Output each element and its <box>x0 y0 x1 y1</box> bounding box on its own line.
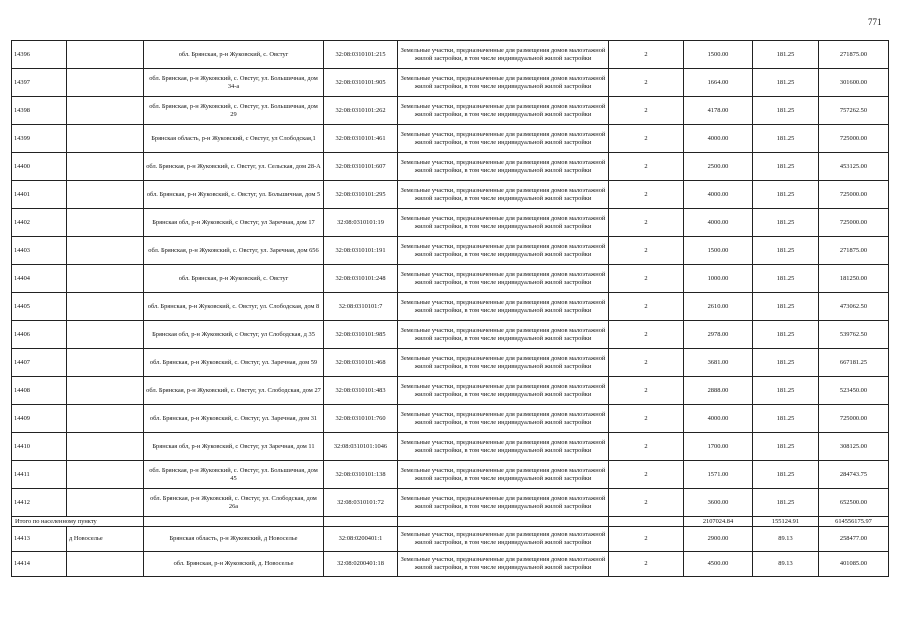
cadastral-number-cell: 32:08:0310101:760 <box>324 405 398 433</box>
table-row <box>12 69 889 97</box>
address-cell: обл. Брянская, р-н Жуковский, с. Овстуг, ул. Большичная, дом 29 <box>144 97 324 125</box>
cadastral-value-cell: 401085.00 <box>819 552 889 577</box>
cadastral-value-cell: 652500.00 <box>819 489 889 517</box>
land-use-cell: Земельные участки, предназначенные для размещения домов малоэтажной жилой застройки, в том числе индивидуальной жилой застройки <box>398 41 609 69</box>
row-number: 14413 <box>12 527 67 552</box>
address-cell: обл. Брянская, р-н Жуковский, с. Овстуг, ул. Заречная, дом 59 <box>144 349 324 377</box>
row-number: 14403 <box>12 237 67 265</box>
rate-cell: 181.25 <box>753 405 819 433</box>
cadastral-value-cell: 258477.00 <box>819 527 889 552</box>
category-code-cell: 2 <box>609 293 684 321</box>
cadastral-value-cell: 301600.00 <box>819 69 889 97</box>
rate-cell: 181.25 <box>753 41 819 69</box>
area-cell: 1500.00 <box>684 237 753 265</box>
address-cell: обл. Брянская, р-н Жуковский, с. Овстуг, ул. Слободская, дом 8 <box>144 293 324 321</box>
locality-cell <box>67 41 144 69</box>
cadastral-number-cell: 32:08:0310101:19 <box>324 209 398 237</box>
area-cell: 4000.00 <box>684 405 753 433</box>
row-number: 14401 <box>12 181 67 209</box>
rate-cell: 181.25 <box>753 321 819 349</box>
summary-value: 614556175.97 <box>819 517 889 527</box>
row-number: 14408 <box>12 377 67 405</box>
cadastral-value-cell: 271875.00 <box>819 237 889 265</box>
summary-row <box>12 517 889 527</box>
rate-cell: 181.25 <box>753 293 819 321</box>
cadastral-number-cell: 32:08:0310101:468 <box>324 349 398 377</box>
table-row <box>12 349 889 377</box>
land-use-cell: Земельные участки, предназначенные для размещения домов малоэтажной жилой застройки, в том числе индивидуальной жилой застройки <box>398 349 609 377</box>
category-code-cell: 2 <box>609 97 684 125</box>
locality-cell <box>67 69 144 97</box>
cadastral-value-cell: 725000.00 <box>819 209 889 237</box>
locality-cell <box>67 125 144 153</box>
address-cell: обл. Брянская, р-н Жуковский, с. Овстуг, ул. Слободская, дом 26а <box>144 489 324 517</box>
category-code-cell: 2 <box>609 125 684 153</box>
rate-cell: 181.25 <box>753 125 819 153</box>
locality-cell <box>67 321 144 349</box>
rate-cell: 89.13 <box>753 552 819 577</box>
land-use-cell: Земельные участки, предназначенные для размещения домов малоэтажной жилой застройки, в том числе индивидуальной жилой застройки <box>398 527 609 552</box>
row-number: 14402 <box>12 209 67 237</box>
cadastral-number-cell: 32:08:0200401:18 <box>324 552 398 577</box>
rate-cell: 181.25 <box>753 69 819 97</box>
area-cell: 2900.00 <box>684 527 753 552</box>
address-cell: обл. Брянская, р-н Жуковский, с. Овстуг, ул. Большичная, дом 5 <box>144 181 324 209</box>
locality-cell <box>67 237 144 265</box>
area-cell: 2978.00 <box>684 321 753 349</box>
category-code-cell: 2 <box>609 433 684 461</box>
category-code-cell: 2 <box>609 377 684 405</box>
rate-cell: 181.25 <box>753 209 819 237</box>
address-cell: обл. Брянская, р-н Жуковский, с. Овстуг <box>144 41 324 69</box>
cadastral-number-cell: 32:08:0200401:1 <box>324 527 398 552</box>
locality-cell <box>67 552 144 577</box>
category-code-cell: 2 <box>609 69 684 97</box>
rate-cell: 89.13 <box>753 527 819 552</box>
table-row <box>12 265 889 293</box>
land-use-cell: Земельные участки, предназначенные для размещения домов малоэтажной жилой застройки, в том числе индивидуальной жилой застройки <box>398 489 609 517</box>
cadastral-value-cell: 523450.00 <box>819 377 889 405</box>
table-row <box>12 433 889 461</box>
row-number: 14411 <box>12 461 67 489</box>
land-use-cell: Земельные участки, предназначенные для размещения домов малоэтажной жилой застройки, в том числе индивидуальной жилой застройки <box>398 153 609 181</box>
row-number: 14399 <box>12 125 67 153</box>
table-row <box>12 41 889 69</box>
cadastral-number-cell: 32:08:0310101:905 <box>324 69 398 97</box>
rate-cell: 181.25 <box>753 377 819 405</box>
cadastral-number-cell: 32:08:0310101:985 <box>324 321 398 349</box>
category-code-cell: 2 <box>609 552 684 577</box>
locality-cell <box>67 433 144 461</box>
category-code-cell: 2 <box>609 153 684 181</box>
category-code-cell: 2 <box>609 461 684 489</box>
row-number: 14400 <box>12 153 67 181</box>
land-use-cell: Земельные участки, предназначенные для размещения домов малоэтажной жилой застройки, в том числе индивидуальной жилой застройки <box>398 461 609 489</box>
cadastral-value-cell: 473062.50 <box>819 293 889 321</box>
cadastral-value-cell: 539762.50 <box>819 321 889 349</box>
table-row <box>12 237 889 265</box>
address-cell: обл. Брянская, р-н Жуковский, д. Новоселье <box>144 552 324 577</box>
empty-cell <box>609 517 684 527</box>
table-row <box>12 552 889 577</box>
land-use-cell: Земельные участки, предназначенные для размещения домов малоэтажной жилой застройки, в том числе индивидуальной жилой застройки <box>398 293 609 321</box>
rate-cell: 181.25 <box>753 181 819 209</box>
locality-cell: д Новоселье <box>67 527 144 552</box>
area-cell: 1571.00 <box>684 461 753 489</box>
table-row <box>12 97 889 125</box>
locality-cell <box>67 293 144 321</box>
cadastral-value-cell: 725000.00 <box>819 405 889 433</box>
locality-cell <box>67 377 144 405</box>
locality-cell <box>67 209 144 237</box>
locality-cell <box>67 405 144 433</box>
address-cell: обл. Брянская, р-н Жуковский, с. Овстуг, ул. Заречная, дом 31 <box>144 405 324 433</box>
locality-cell <box>67 97 144 125</box>
table-row <box>12 489 889 517</box>
category-code-cell: 2 <box>609 405 684 433</box>
locality-cell <box>67 489 144 517</box>
area-cell: 1500.00 <box>684 41 753 69</box>
locality-cell <box>67 181 144 209</box>
table-row <box>12 293 889 321</box>
row-number: 14412 <box>12 489 67 517</box>
locality-cell <box>67 265 144 293</box>
cadastral-number-cell: 32:08:0310101:483 <box>324 377 398 405</box>
address-cell: Брянская обл, р-н Жуковский, с Овстуг, ул Заречная, дом 11 <box>144 433 324 461</box>
area-cell: 2610.00 <box>684 293 753 321</box>
cadastral-value-cell: 757262.50 <box>819 97 889 125</box>
area-cell: 4000.00 <box>684 181 753 209</box>
cadastral-number-cell: 32:08:0310101:138 <box>324 461 398 489</box>
rate-cell: 181.25 <box>753 461 819 489</box>
locality-cell <box>67 349 144 377</box>
row-number: 14398 <box>12 97 67 125</box>
empty-cell <box>398 517 609 527</box>
row-number: 14414 <box>12 552 67 577</box>
cadastral-number-cell: 32:08:0310101:215 <box>324 41 398 69</box>
land-use-cell: Земельные участки, предназначенные для размещения домов малоэтажной жилой застройки, в том числе индивидуальной жилой застройки <box>398 377 609 405</box>
cadastral-value-cell: 308125.00 <box>819 433 889 461</box>
table-row <box>12 153 889 181</box>
cadastral-number-cell: 32:08:0310101:191 <box>324 237 398 265</box>
cadastral-number-cell: 32:08:0310101:72 <box>324 489 398 517</box>
summary-label: Итого по населенному пункту <box>12 517 144 527</box>
empty-cell <box>324 517 398 527</box>
row-number: 14406 <box>12 321 67 349</box>
area-cell: 1700.00 <box>684 433 753 461</box>
land-use-cell: Земельные участки, предназначенные для размещения домов малоэтажной жилой застройки, в том числе индивидуальной жилой застройки <box>398 237 609 265</box>
area-cell: 1664.00 <box>684 69 753 97</box>
address-cell: обл. Брянская, р-н Жуковский, с. Овстуг, ул. Большичная, дом 45 <box>144 461 324 489</box>
rate-cell: 181.25 <box>753 349 819 377</box>
area-cell: 4178.00 <box>684 97 753 125</box>
table-row <box>12 527 889 552</box>
cadastral-value-cell: 667181.25 <box>819 349 889 377</box>
category-code-cell: 2 <box>609 349 684 377</box>
land-use-cell: Земельные участки, предназначенные для размещения домов малоэтажной жилой застройки, в том числе индивидуальной жилой застройки <box>398 265 609 293</box>
category-code-cell: 2 <box>609 41 684 69</box>
rate-cell: 181.25 <box>753 265 819 293</box>
land-use-cell: Земельные участки, предназначенные для размещения домов малоэтажной жилой застройки, в том числе индивидуальной жилой застройки <box>398 405 609 433</box>
rate-cell: 181.25 <box>753 433 819 461</box>
address-cell: Брянская обл, р-н Жуковский, с Овстуг, ул Заречная, дом 17 <box>144 209 324 237</box>
cadastral-number-cell: 32:08:0310101:461 <box>324 125 398 153</box>
cadastral-number-cell: 32:08:0310101:7 <box>324 293 398 321</box>
area-cell: 4000.00 <box>684 125 753 153</box>
land-use-cell: Земельные участки, предназначенные для размещения домов малоэтажной жилой застройки, в том числе индивидуальной жилой застройки <box>398 552 609 577</box>
page-number: 771 <box>868 17 882 27</box>
row-number: 14410 <box>12 433 67 461</box>
cadastral-number-cell: 32:08:0310101:262 <box>324 97 398 125</box>
land-use-cell: Земельные участки, предназначенные для размещения домов малоэтажной жилой застройки, в том числе индивидуальной жилой застройки <box>398 69 609 97</box>
rate-cell: 181.25 <box>753 153 819 181</box>
cadastral-number-cell: 32:08:0310101:295 <box>324 181 398 209</box>
land-use-cell: Земельные участки, предназначенные для размещения домов малоэтажной жилой застройки, в том числе индивидуальной жилой застройки <box>398 125 609 153</box>
rate-cell: 181.25 <box>753 489 819 517</box>
cadastral-number-cell: 32:08:0310101:1046 <box>324 433 398 461</box>
cadastral-number-cell: 32:08:0310101:248 <box>324 265 398 293</box>
area-cell: 1000.00 <box>684 265 753 293</box>
cadastral-value-cell: 725000.00 <box>819 181 889 209</box>
address-cell: обл. Брянская, р-н Жуковский, с. Овстуг, ул. Сельская, дом 28-А <box>144 153 324 181</box>
locality-cell <box>67 461 144 489</box>
category-code-cell: 2 <box>609 489 684 517</box>
address-cell: обл. Брянская, р-н Жуковский, с. Овстуг, ул. Большичная, дом 34-а <box>144 69 324 97</box>
land-registry-table <box>11 40 889 577</box>
category-code-cell: 2 <box>609 321 684 349</box>
table-row <box>12 405 889 433</box>
row-number: 14404 <box>12 265 67 293</box>
address-cell: обл. Брянская, р-н Жуковский, с. Овстуг, ул. Заречная, дом 656 <box>144 237 324 265</box>
address-cell: Брянская область, р-н Жуковский, с Овстуг, ул Слободская,1 <box>144 125 324 153</box>
address-cell: обл. Брянская, р-н Жуковский, с. Овстуг, ул. Слободская, дом 27 <box>144 377 324 405</box>
address-cell: Брянская область, р-н Жуковский, д Новоселье <box>144 527 324 552</box>
rate-cell: 181.25 <box>753 237 819 265</box>
locality-cell <box>67 153 144 181</box>
row-number: 14409 <box>12 405 67 433</box>
category-code-cell: 2 <box>609 181 684 209</box>
cadastral-value-cell: 271875.00 <box>819 41 889 69</box>
land-use-cell: Земельные участки, предназначенные для размещения домов малоэтажной жилой застройки, в том числе индивидуальной жилой застройки <box>398 209 609 237</box>
summary-rate: 155124.91 <box>753 517 819 527</box>
category-code-cell: 2 <box>609 265 684 293</box>
summary-area: 2107024.84 <box>684 517 753 527</box>
cadastral-value-cell: 284743.75 <box>819 461 889 489</box>
table-row <box>12 125 889 153</box>
row-number: 14405 <box>12 293 67 321</box>
row-number: 14396 <box>12 41 67 69</box>
rate-cell: 181.25 <box>753 97 819 125</box>
area-cell: 4000.00 <box>684 209 753 237</box>
land-use-cell: Земельные участки, предназначенные для размещения домов малоэтажной жилой застройки, в том числе индивидуальной жилой застройки <box>398 321 609 349</box>
row-number: 14407 <box>12 349 67 377</box>
category-code-cell: 2 <box>609 237 684 265</box>
area-cell: 3600.00 <box>684 489 753 517</box>
table-row <box>12 209 889 237</box>
area-cell: 4500.00 <box>684 552 753 577</box>
area-cell: 3681.00 <box>684 349 753 377</box>
address-cell: Брянская обл, р-н Жуковский, с Овстуг, ул Слободская, д 35 <box>144 321 324 349</box>
land-use-cell: Земельные участки, предназначенные для размещения домов малоэтажной жилой застройки, в том числе индивидуальной жилой застройки <box>398 433 609 461</box>
cadastral-value-cell: 453125.00 <box>819 153 889 181</box>
category-code-cell: 2 <box>609 209 684 237</box>
table-row <box>12 321 889 349</box>
cadastral-value-cell: 181250.00 <box>819 265 889 293</box>
address-cell: обл. Брянская, р-н Жуковский, с. Овстуг <box>144 265 324 293</box>
table-row <box>12 461 889 489</box>
empty-cell <box>144 517 324 527</box>
area-cell: 2888.00 <box>684 377 753 405</box>
land-use-cell: Земельные участки, предназначенные для размещения домов малоэтажной жилой застройки, в том числе индивидуальной жилой застройки <box>398 181 609 209</box>
area-cell: 2500.00 <box>684 153 753 181</box>
cadastral-number-cell: 32:08:0310101:607 <box>324 153 398 181</box>
table-row <box>12 377 889 405</box>
category-code-cell: 2 <box>609 527 684 552</box>
row-number: 14397 <box>12 69 67 97</box>
land-use-cell: Земельные участки, предназначенные для размещения домов малоэтажной жилой застройки, в том числе индивидуальной жилой застройки <box>398 97 609 125</box>
table-row <box>12 181 889 209</box>
cadastral-value-cell: 725000.00 <box>819 125 889 153</box>
